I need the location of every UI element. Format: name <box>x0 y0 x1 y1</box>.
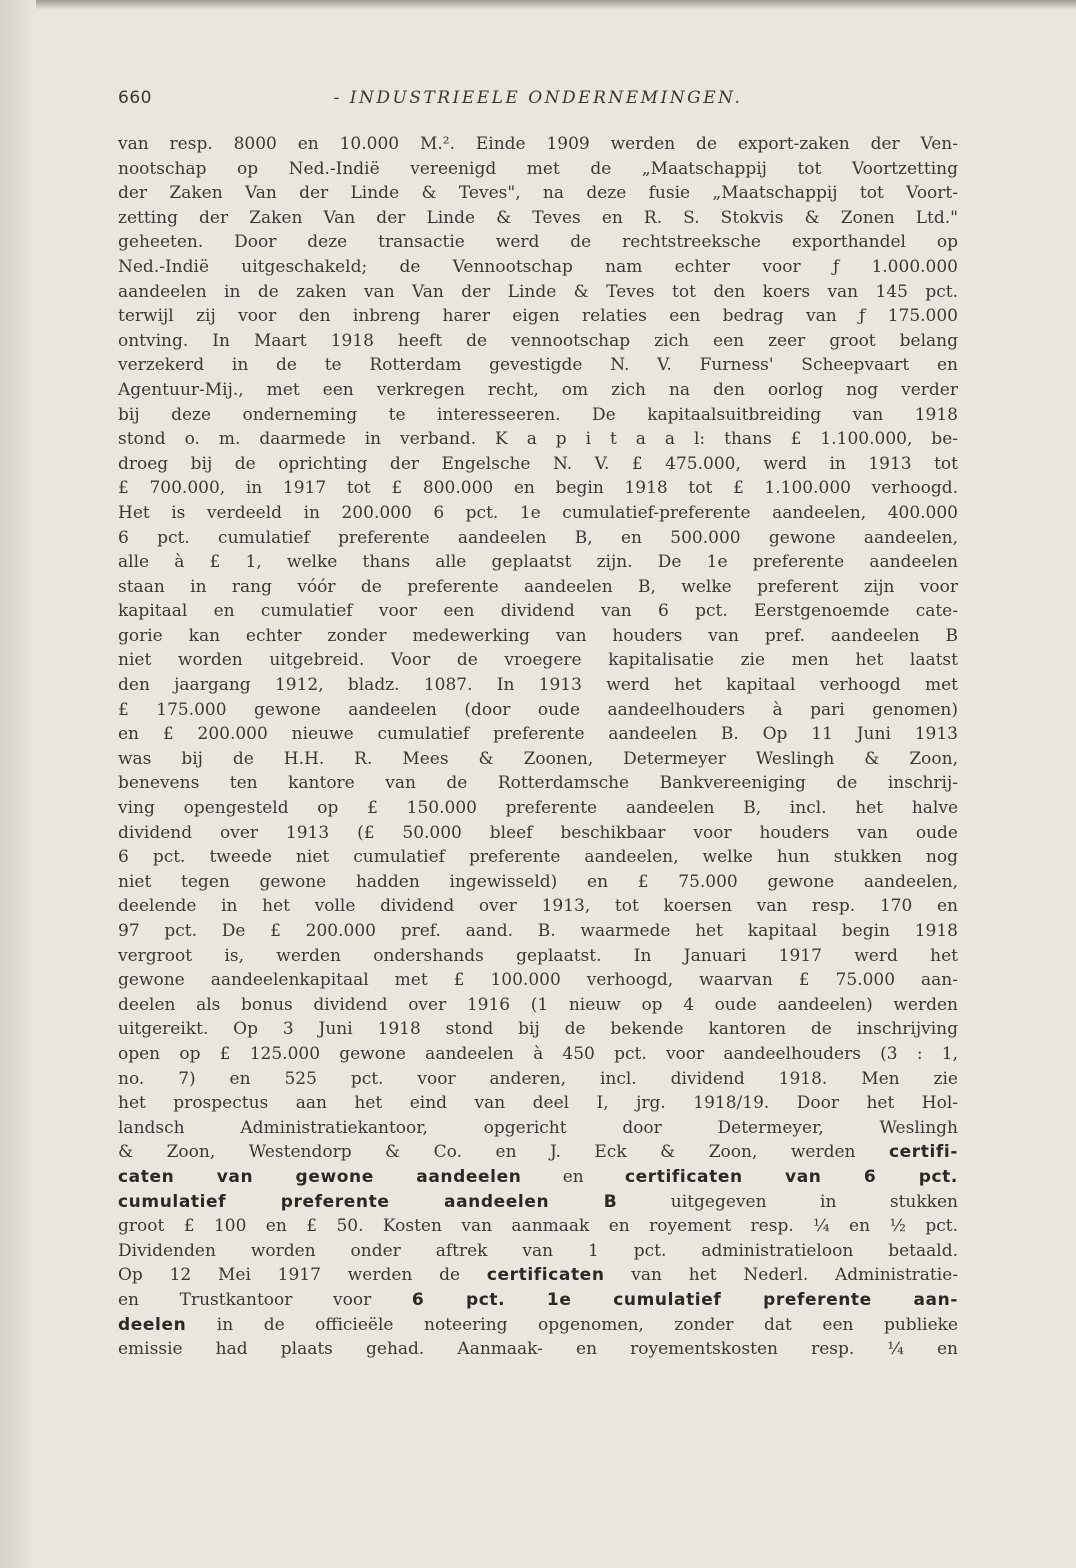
text-segment: groot £ 100 en £ 50. Kosten van aanmaak en royement resp. ¼ en ½ pct. <box>118 1216 958 1237</box>
text-segment: geheeten. Door deze transactie werd de rechtstreeksche exporthandel op <box>118 232 958 253</box>
text-line <box>118 1067 958 1092</box>
bold-text-segment: certificaten van 6 pct. <box>624 1166 958 1187</box>
text-segment: verzekerd in de te Rotterdam gevestigde N. V. Furness' Scheepvaart en <box>118 355 958 376</box>
text-segment: no. 7) en 525 pct. voor anderen, incl. dividend 1918. Men zie <box>118 1068 958 1089</box>
text-line <box>118 1190 958 1215</box>
text-segment: en Trustkantoor voor <box>118 1289 412 1310</box>
text-line <box>118 550 958 575</box>
text-line <box>118 378 958 403</box>
text-segment: benevens ten kantore van de Rotterdamsche Bankvereeniging de inschrij- <box>118 773 958 794</box>
page-number: 660 <box>118 88 152 108</box>
text-segment: staan in rang vóór de preferente aandeelen B, welke preferent zijn voor <box>118 576 958 597</box>
text-line <box>118 821 958 846</box>
text-line <box>118 673 958 698</box>
text-line <box>118 698 958 723</box>
page-header <box>118 88 958 118</box>
text-segment: open op £ 125.000 gewone aandeelen à 450 pct. voor aandeelhouders (3 : 1, <box>118 1043 958 1064</box>
text-segment: en <box>521 1166 625 1187</box>
text-segment: & Zoon, Westendorp & Co. en J. Eck & Zoon, werden <box>118 1142 889 1163</box>
text-line <box>118 1288 958 1313</box>
text-line <box>118 1239 958 1264</box>
text-segment: deelen als bonus dividend over 1916 (1 nieuw op 4 oude aandeelen) werden <box>118 994 958 1015</box>
text-segment: ontving. In Maart 1918 heeft de vennootschap zich een zeer groot belang <box>118 330 958 351</box>
text-line <box>118 575 958 600</box>
text-line <box>118 526 958 551</box>
text-line <box>118 624 958 649</box>
text-segment: 97 pct. De £ 200.000 pref. aand. B. waarmede het kapitaal begin 1918 <box>118 921 958 941</box>
text-line <box>118 1116 958 1141</box>
body-paragraph <box>118 132 958 1362</box>
text-segment: Het is verdeeld in 200.000 6 pct. 1e cumulatief-preferente aandeelen, 400.000 <box>118 502 958 523</box>
text-segment: was bij de H.H. R. Mees & Zoonen, Determeyer Weslingh & Zoon, <box>118 748 958 769</box>
text-line <box>118 181 958 206</box>
text-line <box>118 329 958 354</box>
text-line <box>118 230 958 255</box>
text-line <box>118 255 958 280</box>
text-line <box>118 476 958 501</box>
text-line <box>118 968 958 993</box>
text-line <box>118 870 958 895</box>
text-line <box>118 280 958 305</box>
text-line <box>118 1042 958 1067</box>
text-segment: nootschap op Ned.-Indië vereenigd met de „Maatschappij tot Voortzetting <box>118 158 958 179</box>
text-segment: uitgegeven in stukken <box>617 1191 958 1212</box>
text-line <box>118 1313 958 1338</box>
bold-text-segment: deelen <box>118 1314 187 1335</box>
bold-text-segment: 6 pct. 1e cumulatief preferente aan- <box>411 1289 958 1310</box>
bold-text-segment: certifi- <box>888 1142 958 1163</box>
text-segment: Op 12 Mei 1917 werden de <box>118 1265 487 1286</box>
text-line <box>118 1091 958 1116</box>
scan-top-edge <box>0 0 1076 10</box>
text-line <box>118 1214 958 1239</box>
text-segment: den jaargang 1912, bladz. 1087. In 1913 werd het kapitaal verhoogd met <box>118 675 958 696</box>
text-segment: bij deze onderneming te interesseeren. De kapitaalsuitbreiding van 1918 <box>118 404 958 425</box>
text-line <box>118 403 958 428</box>
text-line <box>118 304 958 329</box>
text-segment: Agentuur-Mij., met een verkregen recht, om zich na den oorlog nog verder <box>118 379 958 400</box>
text-line <box>118 1165 958 1190</box>
text-line <box>118 747 958 772</box>
text-line <box>118 353 958 378</box>
text-segment: gewone aandeelenkapitaal met £ 100.000 verhoogd, waarvan £ 75.000 aan- <box>118 970 958 991</box>
text-segment: 6 pct. tweede niet cumulatief preferente aandeelen, welke hun stukken nog <box>118 847 958 868</box>
text-line <box>118 452 958 477</box>
text-segment: zetting der Zaken Van der Linde & Teves en R. S. Stokvis & Zonen Ltd." <box>118 207 958 228</box>
text-segment: stond o. m. daarmede in verband. K a p i t a a l: thans £ 1.100.000, be- <box>118 429 958 450</box>
text-segment: 6 pct. cumulatief preferente aandeelen B, en 500.000 gewone aandeelen, <box>118 527 958 548</box>
text-line <box>118 599 958 624</box>
bold-text-segment: certificaten <box>486 1265 605 1286</box>
text-segment: vergroot is, werden ondershands geplaatst. In Januari 1917 werd het <box>118 945 958 966</box>
text-line <box>118 1263 958 1288</box>
text-segment: der Zaken Van der Linde & Teves", na deze fusie „Maatschappij tot Voort- <box>118 183 958 204</box>
text-segment: aandeelen in de zaken van Van der Linde & Teves tot den koers van 145 pct. <box>118 281 958 302</box>
text-segment: ving opengesteld op £ 150.000 preferente aandeelen B, incl. het halve <box>118 798 958 819</box>
text-segment: £ 700.000, in 1917 tot £ 800.000 en begin 1918 tot £ 1.100.000 verhoogd. <box>118 478 958 499</box>
text-line <box>118 919 958 944</box>
text-segment: het prospectus aan het eind van deel I, jrg. 1918/19. Door het Hol- <box>118 1093 958 1114</box>
text-segment: van resp. 8000 en 10.000 M.². Einde 1909 werden de export-zaken der Ven- <box>118 134 958 154</box>
text-line <box>118 894 958 919</box>
text-segment: deelende in het volle dividend over 1913, tot koersen van resp. 170 en <box>118 896 958 917</box>
text-line <box>118 796 958 821</box>
text-line <box>118 1140 958 1165</box>
text-line <box>118 648 958 673</box>
text-segment: gorie kan echter zonder medewerking van houders van pref. aandeelen B <box>118 625 958 646</box>
text-line <box>118 944 958 969</box>
text-segment: emissie had plaats gehad. Aanmaak- en royementskosten resp. ¼ en <box>118 1339 958 1360</box>
text-line <box>118 722 958 747</box>
text-segment: kapitaal en cumulatief voor een dividend van 6 pct. Eerstgenoemde cate- <box>118 601 958 622</box>
text-line <box>118 206 958 231</box>
text-segment: alle à £ 1, welke thans alle geplaatst zijn. De 1e preferente aandeelen <box>118 552 958 573</box>
text-segment: terwijl zij voor den inbreng harer eigen relaties een bedrag van ƒ 175.000 <box>118 306 958 327</box>
text-segment: Ned.-Indië uitgeschakeld; de Vennootschap nam echter voor ƒ 1.000.000 <box>118 256 958 277</box>
text-segment: niet worden uitgebreid. Voor de vroegere kapitalisatie zie men het laatst <box>118 650 958 671</box>
text-line <box>118 501 958 526</box>
text-segment: in de officieële noteering opgenomen, zonder dat een publieke <box>186 1314 958 1335</box>
text-line <box>118 771 958 796</box>
text-line <box>118 427 958 452</box>
text-segment: dividend over 1913 (£ 50.000 bleef beschikbaar voor houders van oude <box>118 822 958 843</box>
page-gutter-shadow <box>0 0 36 1568</box>
text-segment: droeg bij de oprichting der Engelsche N. V. £ 475.000, werd in 1913 tot <box>118 453 958 474</box>
bold-text-segment: cumulatief preferente aandeelen B <box>118 1191 618 1212</box>
text-line <box>118 157 958 182</box>
bold-text-segment: caten van gewone aandeelen <box>118 1166 522 1187</box>
text-segment: landsch Administratiekantoor, opgericht door Determeyer, Weslingh <box>118 1117 958 1138</box>
text-segment: uitgereikt. Op 3 Juni 1918 stond bij de bekende kantoren de inschrijving <box>118 1019 958 1040</box>
text-line <box>118 1337 958 1362</box>
text-line <box>118 1017 958 1042</box>
text-segment: £ 175.000 gewone aandeelen (door oude aandeelhouders à pari genomen) <box>118 699 958 720</box>
text-segment: van het Nederl. Administratie- <box>604 1265 958 1286</box>
text-segment: niet tegen gewone hadden ingewisseld) en £ 75.000 gewone aandeelen, <box>118 871 958 892</box>
text-line <box>118 993 958 1018</box>
text-line <box>118 132 958 157</box>
text-segment: en £ 200.000 nieuwe cumulatief preferente aandeelen B. Op 11 Juni 1913 <box>118 724 958 745</box>
text-line <box>118 845 958 870</box>
running-title: - INDUSTRIEELE ONDERNEMINGEN. <box>333 88 743 108</box>
text-segment: Dividenden worden onder aftrek van 1 pct. administratieloon betaald. <box>118 1240 958 1261</box>
